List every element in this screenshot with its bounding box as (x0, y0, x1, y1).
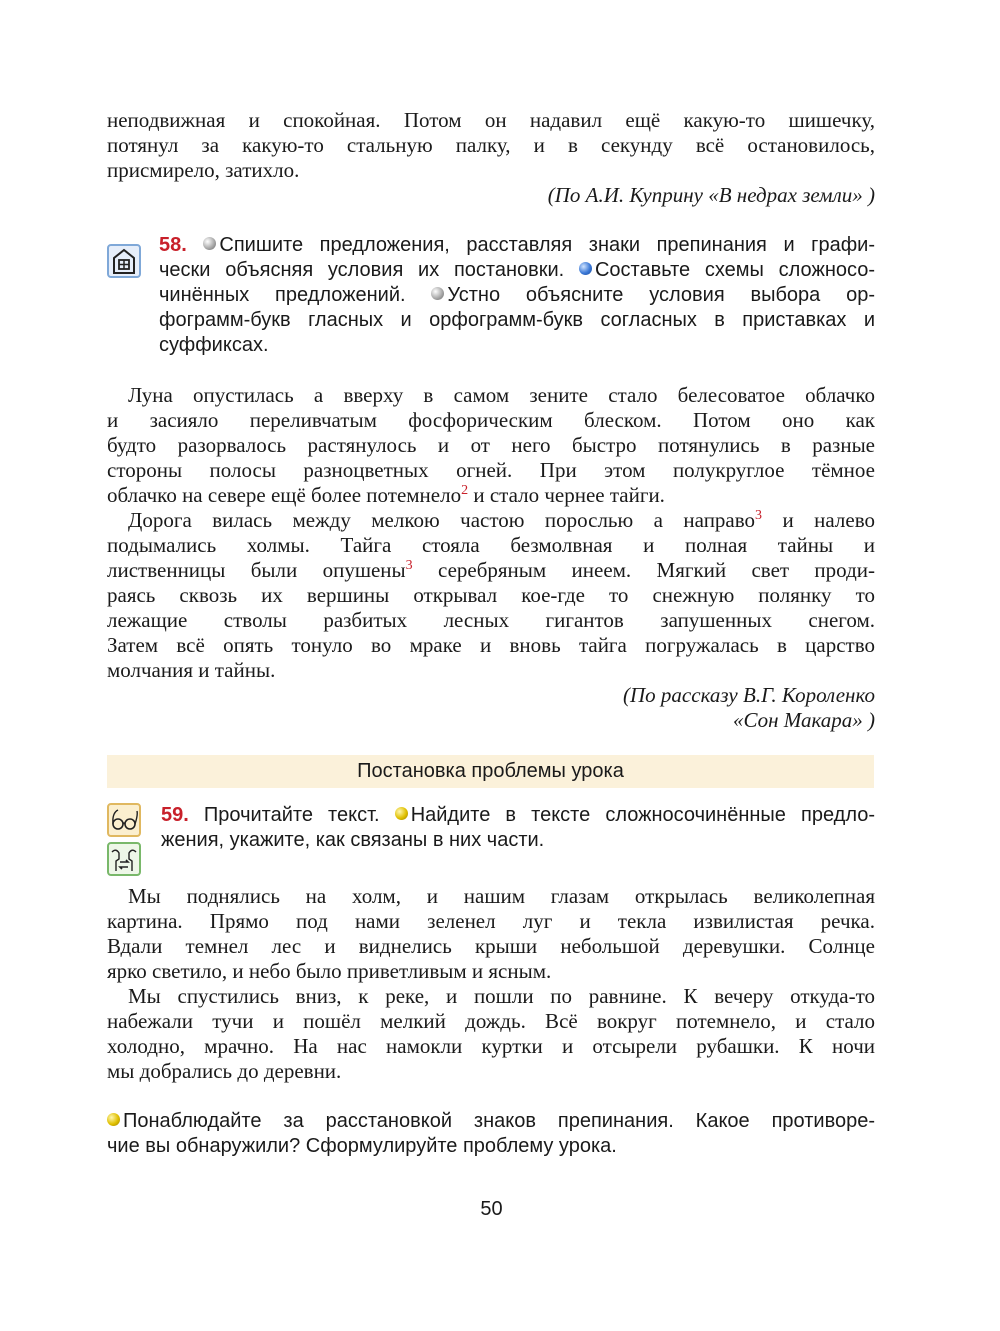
text-58-source (107, 683, 875, 733)
dialogue-icon (107, 842, 141, 876)
intro-source (107, 183, 875, 208)
text-line: Затем всё опять тонуло во мраке и вновь тайга погружалась в царство (107, 633, 875, 657)
footnote-marker: 2 (461, 483, 469, 498)
text-line: жения, укажите, как связаны в них части. (161, 829, 545, 851)
text-line: холодно, мрачно. На нас намокли куртки и отсырели рубашки. К ночи (107, 1034, 875, 1058)
text-line: лежащие стволы разбитых лесных гигантов запушенных снегом. (107, 608, 875, 632)
footnote-marker: 3 (755, 508, 763, 523)
exercise-58 (159, 233, 875, 358)
text-line: 58. Спишите предложения, расставляя знаки препинания и графи- (159, 234, 876, 256)
text-line: Понаблюдайте за расстановкой знаков препинания. Какое противоре- (107, 1109, 875, 1134)
text-line: и засияло переливчатым фосфорическим блеском. Потом оно как (107, 408, 875, 432)
grey-bullet-icon (203, 237, 216, 250)
text-line: Дорога вилась между мелкою частою порослью а направо$^3$ и налево (107, 508, 875, 532)
text-line: набежали тучи и пошёл мелкий дождь. Всё вокруг потемнело, и стало (107, 1009, 875, 1033)
grey-bullet-icon (431, 287, 444, 300)
text-line: чески объясняя условия их постановки. Составьте схемы сложносо- (159, 259, 875, 281)
glasses-icon (107, 803, 141, 837)
text-line: Мы поднялись на холм, и нашим глазам открылась великолепная (107, 884, 875, 908)
text-line: чинённых предложений. Устно объясните условия выбора ор- (159, 284, 875, 306)
text-line: чие вы обнаружили? Сформулируйте проблему урока. (107, 1135, 617, 1157)
text-line: 59. Прочитайте текст. Найдите в тексте сложносочинённые предло- (161, 804, 875, 826)
footnote-marker: 3 (405, 558, 413, 573)
text-59-paragraph-2 (107, 984, 875, 1084)
text-line: потянул за какую-то стальную палку, и в секунду всё остановилось, (107, 133, 875, 157)
yellow-bullet-icon (107, 1113, 120, 1126)
text-line: будто разорвалось растянулось и от него быстро потянулись в разные (107, 433, 875, 457)
text-line: Мы спустились вниз, к реке, и пошли по равнине. К вечеру откуда-то (107, 984, 875, 1008)
text-line: мы добрались до деревни. (107, 1059, 342, 1083)
text-line: раясь сквозь их вершины открывал кое-где то снежную полянку то (107, 583, 875, 607)
text-line: «Сон Макара» ) (732, 708, 875, 732)
text-line: неподвижная и спокойная. Потом он надавил ещё какую-то шишечку, (107, 108, 875, 132)
text-line: присмирело, затихло. (107, 158, 300, 182)
yellow-bullet-icon (395, 807, 408, 820)
text-58-paragraph-1 (107, 383, 875, 508)
text-line: Вдали темнел лес и виднелись крыши небольшой деревушки. Солнце (107, 934, 875, 958)
text-line: лиственницы были опушены$^3$ серебряным инеем. Мягкий свет проди- (107, 558, 875, 582)
lesson-problem-banner: Постановка проблемы урока (107, 755, 874, 788)
text-line: суффиксах. (159, 334, 269, 356)
page-number: 50 (480, 1198, 503, 1220)
text-line: облачко на севере ещё более потемнело$^2$ и стало чернее тайги. (107, 483, 665, 507)
text-line: фограмм-букв гласных и орфограмм-букв согласных в приставках и (159, 309, 875, 331)
exercise-59 (161, 803, 875, 853)
blue-bullet-icon (579, 262, 592, 275)
house-icon (107, 244, 141, 278)
text-line: стороны полосы разноцветных огней. При этом полукруглое тёмное (107, 458, 875, 482)
exercise-number: 59. (161, 804, 204, 826)
lesson-task (107, 1109, 875, 1159)
text-59-paragraph-1 (107, 884, 875, 984)
intro-text (107, 108, 875, 183)
text-line: молчания и тайны. (107, 658, 276, 682)
text-line: ярко светило, и небо было приветливым и ясным. (107, 959, 552, 983)
text-line: (По рассказу В.Г. Короленко (623, 683, 875, 707)
text-line: Луна опустилась а вверху в самом зените стало белесоватое облачко (107, 383, 875, 407)
text-58-paragraph-2 (107, 508, 875, 683)
text-line: картина. Прямо под нами зеленел луг и текла извилистая речка. (107, 909, 875, 933)
text-line: подымались холмы. Тайга стояла безмолвная и полная тайны и (107, 533, 875, 557)
text-line: (По А.И. Куприну «В недрах земли» ) (547, 183, 875, 207)
exercise-number: 58. (159, 234, 204, 256)
